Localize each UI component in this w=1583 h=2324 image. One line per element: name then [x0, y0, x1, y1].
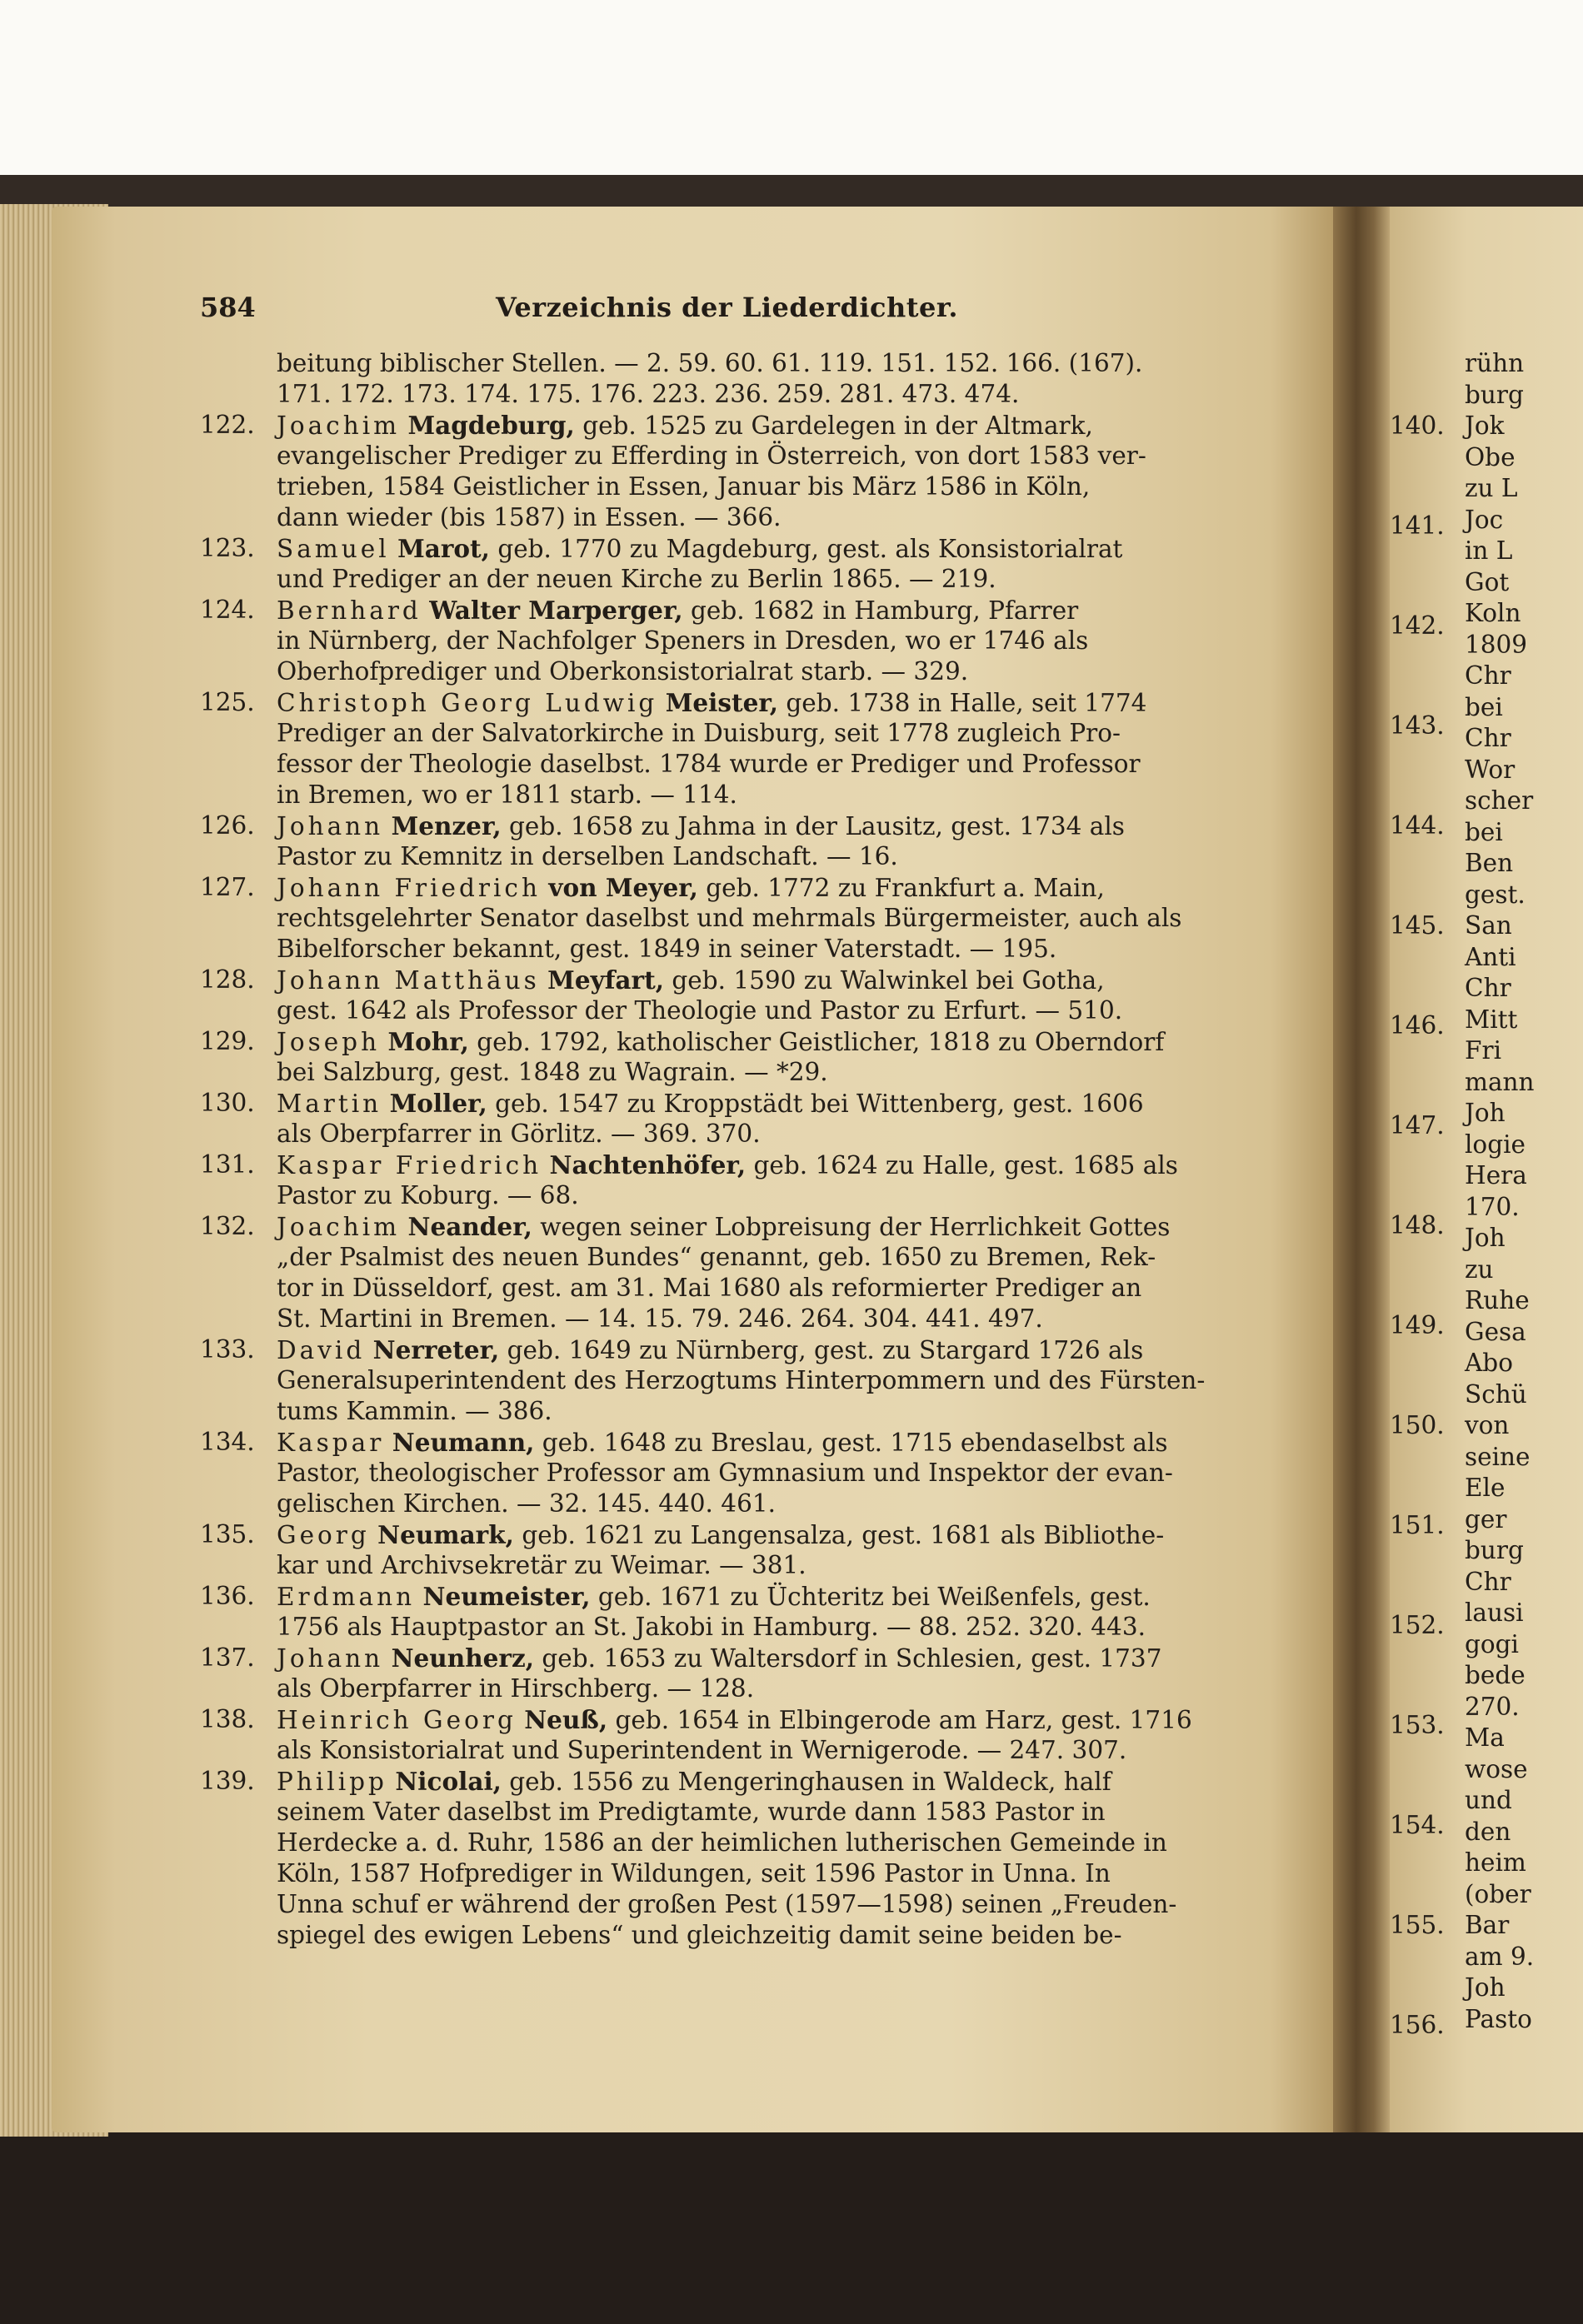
next-page-fragment: zu L	[1465, 474, 1518, 502]
given-names: Philipp	[277, 1768, 387, 1796]
next-page-fragment: Abo	[1465, 1349, 1513, 1377]
next-page-fragment: zu	[1465, 1254, 1494, 1284]
next-page-fragment: burg	[1465, 1536, 1524, 1564]
entry-text: in Bremen, wo er 1811 starb. — 114.	[277, 780, 737, 809]
next-page-entry-number: 147.	[1390, 1111, 1445, 1140]
entry-first-line	[200, 1581, 1254, 1612]
entry-text: kar und Archivsekretär zu Weimar. — 381.	[277, 1551, 806, 1579]
entry-first-line	[200, 1211, 1254, 1242]
entry-line	[200, 564, 1254, 595]
surname: Neander,	[407, 1212, 532, 1241]
next-page-fragment: bei	[1465, 817, 1503, 846]
entry-text: geb. 1658 zu Jahma in der Lausitz, gest. 1734 als	[501, 812, 1125, 840]
entry-line	[200, 379, 1254, 410]
next-page-fragment: am 9.	[1465, 1942, 1535, 1971]
next-page-fragment: 1809	[1465, 630, 1528, 659]
entry-number: 129.	[200, 1027, 255, 1055]
entry-line	[200, 903, 1254, 934]
surname: Mohr,	[387, 1027, 469, 1056]
entry-text: geb. 1671 zu Üchteritz bei Weißenfels, gest.	[590, 1583, 1151, 1611]
surname: Neumark,	[377, 1520, 514, 1549]
next-page-entry-number: 151.	[1390, 1511, 1445, 1539]
entry-text: Pastor zu Koburg. — 68.	[277, 1181, 579, 1209]
entry-first-line	[200, 1766, 1254, 1797]
entry-text: Köln, 1587 Hofprediger in Wildungen, seit 1596 Pastor in Unna. In	[277, 1859, 1111, 1888]
entry-text: Unna schuf er während der großen Pest (1597—1598) seinen „Freuden-	[277, 1890, 1177, 1918]
entry-line	[200, 1673, 1254, 1704]
given-names: Martin	[277, 1090, 382, 1118]
given-names: Joachim	[277, 411, 401, 440]
given-names: Heinrich Georg	[277, 1706, 517, 1734]
next-page-fragment: Koln	[1465, 599, 1521, 627]
next-page-fragment: (ober	[1465, 1879, 1531, 1908]
next-page-fragment: Chr	[1465, 1567, 1511, 1596]
entry-first-line	[200, 533, 1254, 564]
surname: Menzer,	[391, 811, 502, 840]
next-page-fragment: rühn	[1465, 349, 1525, 377]
entry-text: Herdecke a. d. Ruhr, 1586 an der heimlichen lutherischen Gemeinde in	[277, 1828, 1167, 1857]
entry-first-line	[200, 1704, 1254, 1735]
next-page-fragment: Chr	[1465, 724, 1511, 752]
next-page-entry-number: 154.	[1390, 1811, 1445, 1839]
next-page-fragment: Joh	[1465, 1099, 1506, 1127]
next-page-fragment: Ele	[1465, 1474, 1506, 1502]
next-page-fragment: lausi	[1465, 1598, 1524, 1627]
entry-text: geb. 1556 zu Mengeringhausen in Waldeck, half	[501, 1768, 1111, 1796]
given-names: Georg	[277, 1521, 370, 1549]
entry-text: Pastor zu Kemnitz in derselben Landschaft. — 16.	[277, 842, 898, 870]
next-page-fragment: Anti	[1465, 942, 1516, 971]
surname: Nachtenhöfer,	[549, 1150, 747, 1179]
entry-text: als Konsistorialrat und Superintendent in Wernigerode. — 247. 307.	[277, 1736, 1127, 1764]
entry-line	[200, 1365, 1254, 1396]
surname: Neunherz,	[391, 1643, 534, 1673]
next-page-entry-number: 141.	[1390, 511, 1445, 540]
next-page-entry-number: 153.	[1390, 1711, 1445, 1739]
entry-text: beitung biblischer Stellen. — 2. 59. 60. 61. 119. 151. 152. 166. (167).	[277, 349, 1143, 377]
entry-text: 171. 172. 173. 174. 175. 176. 223. 236. 259. 281. 473. 474.	[277, 380, 1020, 408]
entry-line	[200, 1889, 1254, 1920]
next-page-entry-number: 142.	[1390, 611, 1445, 640]
entry-line	[200, 1550, 1254, 1581]
entry-text: evangelischer Prediger zu Efferding in Österreich, von dort 1583 ver-	[277, 441, 1146, 470]
next-page-fragment: scher	[1465, 786, 1534, 815]
entry-line	[200, 1180, 1254, 1211]
surname: von Meyer,	[548, 873, 698, 902]
entry-text: geb. 1770 zu Magdeburg, gest. als Konsistorialrat	[489, 535, 1123, 563]
entry-number: 134.	[200, 1428, 255, 1456]
entry-text: geb. 1653 zu Waltersdorf in Schlesien, gest. 1737	[533, 1644, 1162, 1673]
entry-text: geb. 1682 in Hamburg, Pfarrer	[682, 596, 1079, 625]
next-page-fragment: Gesa	[1465, 1317, 1526, 1346]
entry-text: geb. 1654 in Elbingerode am Harz, gest. 1716	[607, 1706, 1192, 1734]
next-page-fragment: heim	[1465, 1848, 1526, 1877]
next-page-fragment: mann	[1465, 1067, 1535, 1096]
entry-line	[200, 1828, 1254, 1858]
entry-text: Pastor, theologischer Professor am Gymnasium und Inspektor der evan-	[277, 1459, 1173, 1487]
next-page-entry-number: 148.	[1390, 1211, 1445, 1239]
entry-text: geb. 1590 zu Walwinkel bei Gotha,	[663, 966, 1105, 995]
entry-text: 1756 als Hauptpastor an St. Jakobi in Hamburg. — 88. 252. 320. 443.	[277, 1613, 1146, 1641]
given-names: David	[277, 1336, 366, 1364]
entry-text: in Nürnberg, der Nachfolger Speners in Dresden, wo er 1746 als	[277, 626, 1089, 655]
entry-line	[200, 718, 1254, 749]
surname: Nerreter,	[372, 1335, 500, 1364]
entry-text: geb. 1772 zu Frankfurt a. Main,	[697, 874, 1105, 902]
entry-first-line	[200, 810, 1254, 841]
next-page-fragment: Joc	[1465, 505, 1504, 534]
next-page-fragment: Joh	[1465, 1224, 1506, 1252]
entry-first-line	[200, 965, 1254, 995]
entry-line	[200, 471, 1254, 502]
entry-text: tor in Düsseldorf, gest. am 31. Mai 1680 als reformierter Prediger an	[277, 1274, 1142, 1302]
next-page-fragment: Ben	[1465, 849, 1514, 877]
next-page-fragment: den	[1465, 1817, 1511, 1846]
entry-line	[200, 1119, 1254, 1150]
entry-first-line	[200, 1026, 1254, 1057]
next-page-entry-number: 145.	[1390, 911, 1445, 940]
given-names: Samuel	[277, 535, 390, 563]
backdrop	[0, 0, 1583, 175]
entry-first-line	[200, 410, 1254, 441]
entry-text: trieben, 1584 Geistlicher in Essen, Januar bis März 1586 in Köln,	[277, 472, 1091, 501]
entry-line	[200, 1797, 1254, 1828]
surname: Neumann,	[392, 1428, 535, 1457]
next-page-entry-number: 140.	[1390, 411, 1445, 440]
entry-line	[200, 1396, 1254, 1427]
entry-first-line	[200, 1088, 1254, 1119]
entry-text: dann wieder (bis 1587) in Essen. — 366.	[277, 503, 782, 531]
next-page-fragment: gogi	[1465, 1629, 1519, 1658]
surname: Neuß,	[524, 1705, 608, 1734]
entry-text: geb. 1738 in Halle, seit 1774	[778, 689, 1147, 717]
entry-number: 137.	[200, 1643, 255, 1672]
entry-line	[200, 1920, 1254, 1951]
entry-line	[200, 934, 1254, 965]
entry-text: gest. 1642 als Professor der Theologie und Pastor zu Erfurt. — 510.	[277, 996, 1123, 1025]
next-page-fragment: seine	[1465, 1442, 1531, 1471]
entry-line	[200, 1612, 1254, 1643]
next-page-entry-number: 144.	[1390, 811, 1445, 840]
entry-line	[200, 441, 1254, 471]
entry-text: „der Psalmist des neuen Bundes“ genannt, geb. 1650 zu Bremen, Rek-	[277, 1243, 1156, 1271]
given-names: Johann	[277, 812, 384, 840]
entry-text: geb. 1621 zu Langensalza, gest. 1681 als Bibliothe-	[513, 1521, 1165, 1549]
entry-text: als Oberpfarrer in Hirschberg. — 128.	[277, 1674, 755, 1703]
entry-number: 124.	[200, 596, 255, 624]
entry-number: 128.	[200, 965, 255, 994]
next-page-fragment: Chr	[1465, 974, 1511, 1002]
surname: Nicolai,	[395, 1767, 502, 1796]
next-page-fragment: Chr	[1465, 661, 1511, 690]
entry-number: 130.	[200, 1089, 255, 1117]
given-names: Erdmann	[277, 1583, 416, 1611]
next-page-fragment: Schü	[1465, 1379, 1527, 1409]
entry-line	[200, 626, 1254, 656]
next-page-fragment: Bar	[1465, 1911, 1510, 1939]
entry-line	[200, 749, 1254, 780]
entry-line	[200, 1242, 1254, 1273]
entry-number: 138.	[200, 1705, 255, 1733]
entry-text: Oberhofprediger und Oberkonsistorialrat starb. — 329.	[277, 657, 969, 686]
given-names: Johann	[277, 1644, 384, 1673]
entry-number: 122.	[200, 411, 255, 439]
entry-text: geb. 1792, katholischer Geistlicher, 1818 zu Oberndorf	[468, 1028, 1165, 1056]
entry-first-line	[200, 687, 1254, 718]
given-names: Joachim	[277, 1213, 401, 1241]
entry-first-line	[200, 872, 1254, 903]
entry-text: fessor der Theologie daselbst. 1784 wurde er Prediger und Professor	[277, 750, 1141, 778]
next-page-fragment: in L	[1465, 536, 1513, 565]
entry-number: 123.	[200, 534, 255, 562]
entry-text: spiegel des ewigen Lebens“ und gleichzeitig damit seine beiden be-	[277, 1921, 1122, 1949]
surname: Marot,	[397, 534, 490, 563]
next-page-entry-number: 155.	[1390, 1911, 1445, 1939]
entry-text: geb. 1525 zu Gardelegen in der Altmark,	[574, 411, 1093, 440]
next-page-entry-number: 143.	[1390, 711, 1445, 740]
next-page-fragment: bede	[1465, 1661, 1526, 1689]
entry-number: 133.	[200, 1335, 255, 1364]
entry-line	[200, 1735, 1254, 1766]
entry-text: als Oberpfarrer in Görlitz. — 369. 370.	[277, 1120, 761, 1148]
entry-text: Generalsuperintendent des Herzogtums Hinterpommern und des Fürsten-	[277, 1366, 1206, 1394]
next-page-fragment: 170.	[1465, 1192, 1520, 1221]
book-gutter	[1333, 207, 1391, 2132]
surname: Magdeburg,	[407, 411, 575, 440]
next-page-fragment: San	[1465, 911, 1512, 940]
next-page-entry-number: 146.	[1390, 1011, 1445, 1040]
entry-number: 126.	[200, 811, 255, 840]
right-page-fragment	[1390, 207, 1583, 2132]
running-title: Verzeichnis der Liederdichter.	[496, 292, 958, 323]
next-page-entry-number: 150.	[1390, 1411, 1445, 1439]
given-names: Johann Matthäus	[277, 966, 540, 995]
entry-line	[200, 1858, 1254, 1889]
entry-text: tums Kammin. — 386.	[277, 1397, 552, 1425]
entry-text: geb. 1648 zu Breslau, gest. 1715 ebendaselbst als	[534, 1429, 1168, 1457]
entry-number: 131.	[200, 1150, 255, 1179]
given-names: Johann Friedrich	[277, 874, 541, 902]
entry-first-line	[200, 595, 1254, 626]
entry-first-line	[200, 1643, 1254, 1673]
entry-text: und Prediger an der neuen Kirche zu Berlin 1865. — 219.	[277, 565, 996, 593]
entry-text: bei Salzburg, gest. 1848 zu Wagrain. — *29.	[277, 1058, 828, 1086]
entry-text: St. Martini in Bremen. — 14. 15. 79. 246. 264. 304. 441. 497.	[277, 1304, 1043, 1333]
entry-text: geb. 1649 zu Nürnberg, gest. zu Stargard 1726 als	[499, 1336, 1144, 1364]
entry-number: 136.	[200, 1582, 255, 1610]
entry-first-line	[200, 1150, 1254, 1180]
given-names: Christoph Georg Ludwig	[277, 689, 658, 717]
given-names: Joseph	[277, 1028, 381, 1056]
entry-first-line	[200, 1427, 1254, 1458]
next-page-fragment: bei	[1465, 692, 1503, 721]
entry-list	[200, 348, 1254, 1951]
surname: Meister,	[665, 688, 779, 717]
entry-line	[200, 1458, 1254, 1489]
next-page-fragment: Jok	[1465, 411, 1505, 440]
entry-text: geb. 1624 zu Halle, gest. 1685 als	[746, 1151, 1178, 1179]
next-page-fragment: gest.	[1465, 880, 1526, 909]
bottom-shadow	[0, 2132, 1583, 2324]
next-page-fragment: Ma	[1465, 1723, 1505, 1752]
next-page-entry-number: 156.	[1390, 2011, 1445, 2039]
given-names: Bernhard	[277, 596, 422, 625]
next-page-fragment: burg	[1465, 380, 1524, 409]
given-names: Kaspar Friedrich	[277, 1151, 542, 1179]
entry-text: Bibelforscher bekannt, gest. 1849 in seiner Vaterstadt. — 195.	[277, 935, 1057, 963]
entry-number: 139.	[200, 1767, 255, 1795]
entry-line	[200, 656, 1254, 687]
entry-text: seinem Vater daselbst im Predigtamte, wurde dann 1583 Pastor in	[277, 1798, 1106, 1826]
entry-text: Prediger an der Salvatorkirche in Duisburg, seit 1778 zugleich Pro-	[277, 719, 1121, 747]
entry-text: wegen seiner Lobpreisung der Herrlichkeit Gottes	[532, 1213, 1171, 1241]
next-page-fragment: Wor	[1465, 755, 1516, 784]
surname: Walter Marperger,	[429, 596, 683, 625]
next-page-fragment: Fri	[1465, 1036, 1502, 1065]
entry-number: 125.	[200, 688, 255, 716]
given-names: Kaspar	[277, 1429, 385, 1457]
entry-line	[200, 1489, 1254, 1519]
entry-first-line	[200, 1519, 1254, 1550]
next-page-fragment: von	[1465, 1411, 1510, 1439]
surname: Neumeister,	[422, 1582, 591, 1611]
next-page-entry-number: 152.	[1390, 1611, 1445, 1639]
entry-number: 132.	[200, 1212, 255, 1240]
entry-line	[200, 780, 1254, 810]
next-page-fragment: 270.	[1465, 1692, 1520, 1721]
next-page-fragment: Got	[1465, 567, 1510, 596]
entry-text: geb. 1547 zu Kroppstädt bei Wittenberg, gest. 1606	[487, 1090, 1144, 1118]
entry-line	[200, 995, 1254, 1026]
surname: Meyfart,	[547, 965, 664, 995]
next-page-fragment: und	[1465, 1786, 1512, 1814]
next-page-fragment: Joh	[1465, 1973, 1506, 2002]
entry-number: 127.	[200, 873, 255, 901]
entry-line	[200, 1273, 1254, 1304]
entry-line	[200, 1057, 1254, 1088]
next-page-fragment: Obe	[1465, 442, 1516, 471]
entry-text: rechtsgelehrter Senator daselbst und mehrmals Bürgermeister, auch als	[277, 904, 1182, 932]
entry-text: gelischen Kirchen. — 32. 145. 440. 461.	[277, 1489, 776, 1518]
next-page-fragment: Mitt	[1465, 1005, 1518, 1034]
next-page-fragment: Hera	[1465, 1161, 1527, 1189]
entry-line	[200, 1304, 1254, 1334]
next-page-fragment: wose	[1465, 1754, 1528, 1783]
entry-line	[200, 841, 1254, 872]
next-page-fragment: Ruhe	[1465, 1286, 1530, 1314]
page-header	[200, 292, 1254, 330]
page-number: 584	[200, 292, 256, 323]
entry-number: 135.	[200, 1520, 255, 1549]
entry-line	[200, 348, 1254, 379]
next-page-entry-number: 149.	[1390, 1311, 1445, 1339]
entry-line	[200, 502, 1254, 533]
surname: Moller,	[389, 1089, 487, 1118]
next-page-fragment: logie	[1465, 1130, 1526, 1159]
next-page-fragment: Pasto	[1465, 2004, 1532, 2033]
next-page-fragment: ger	[1465, 1504, 1507, 1534]
entry-first-line	[200, 1334, 1254, 1365]
